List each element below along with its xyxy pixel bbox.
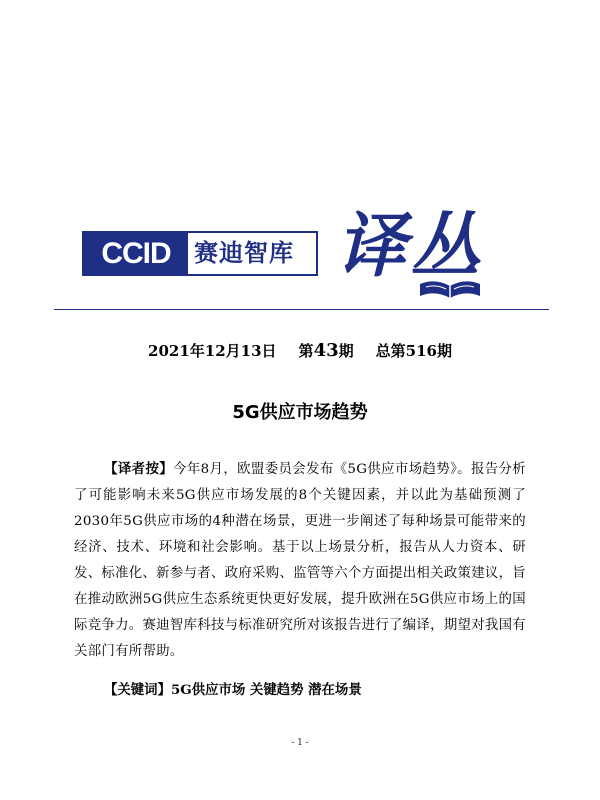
issue-suffix: 期 — [338, 342, 354, 360]
document-title: 5G供应市场趋势 — [232, 402, 368, 423]
total-issue: 总第516期 — [375, 342, 452, 360]
keywords-value: 5G供应市场 关键趋势 潜在场景 — [170, 682, 362, 698]
abstract-tag: 【译者按】 — [104, 461, 174, 477]
brand-name: 赛迪智库 — [194, 239, 294, 267]
masthead — [82, 200, 562, 300]
abstract-text: 今年8月，欧盟委员会发布《5G供应市场趋势》。报告分析了可能影响未来5G供应市场发展的8个关键因素，并以此为基础预测了2030年5G供应市场的4种潜在场景，更进一步阐述了每种场景可能带来的经济、技术、环境和社会影响。基于以上场景分析，报告从人力资本、研发、标准化、新参与者、政府采购、监管等六个方面提出相关政策建议，旨在推动欧洲5G供应生态系统更快更好发展，提升欧洲在5G供应市场上的国际竞争力。赛迪智库科技与标准研究所对该报告进行了编译，期望对我国有关部门有所帮助。 — [74, 462, 527, 659]
series-title: 译丛 — [336, 204, 484, 287]
issue-prefix: 第 — [298, 342, 314, 360]
abstract-paragraph — [74, 456, 526, 665]
issue-line — [0, 340, 600, 361]
page-number: - 1 - — [291, 738, 309, 748]
ccid-logo: CCID — [84, 233, 188, 274]
brand-box — [82, 231, 318, 276]
keywords-line — [104, 679, 362, 698]
book-icon — [418, 278, 482, 300]
keywords-label: 【关键词】 — [104, 682, 171, 698]
issue-date: 2021年12月13日 — [148, 342, 277, 360]
issue-number: 43 — [313, 340, 339, 361]
header-rule — [54, 309, 549, 310]
